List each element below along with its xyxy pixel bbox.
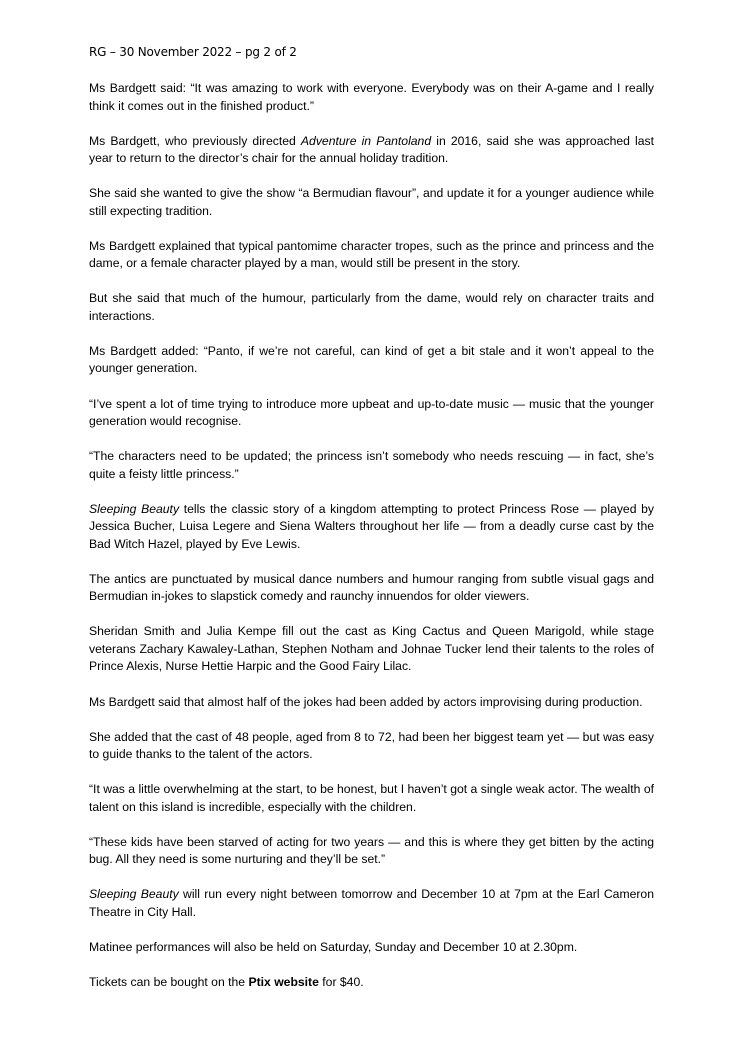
paragraph-13: She added that the cast of 48 people, aged from 8 to 72, had been her biggest team yet — but was easy to guide thanks to the talent of the actors. — [89, 729, 654, 762]
article-body — [89, 80, 654, 1009]
paragraph-6: Ms Bardgett added: “Panto, if we’re not careful, can kind of get a bit stale and it won’t appeal to the younger generation. — [89, 343, 654, 376]
paragraph-2 — [89, 133, 654, 168]
ptix-website-link[interactable]: Ptix website — [248, 975, 319, 990]
paragraph-2-rest: in 2016, said she was approached last year to return to the director’s chair for the annual holiday tradition. — [89, 133, 654, 166]
paragraph-17: Matinee performances will also be held on Saturday, Sunday and December 10 at 2.30pm. — [89, 940, 578, 954]
paragraph-4: Ms Bardgett explained that typical pantomime character tropes, such as the prince and princess and the dame, or a female character played by a man, would still be present in the story. — [89, 238, 654, 271]
paragraph-12: Ms Bardgett said that almost half of the jokes had been added by actors improvising during production. — [89, 694, 643, 709]
show-title-adventure-in-pantoland: Adventure in Pantoland — [300, 133, 432, 148]
paragraph-2-lead: Ms Bardgett, who previously directed — [89, 133, 301, 148]
paragraph-9-rest: tells the classic story of a kingdom attempting to protect Princess Rose — played by Jessica Bucher, Luisa Legere and Siena Walters throughout her life — from a deadly curse cast by the Bad Witch Hazel, played by Eve Lewis. — [89, 501, 655, 551]
show-title-sleeping-beauty-schedule: Sleeping Beauty — [89, 887, 179, 902]
paragraph-18-lead: Tickets can be bought on the — [89, 975, 249, 990]
page-header: RG – 30 November 2022 – pg 2 of 2 — [89, 45, 297, 59]
paragraph-9 — [89, 501, 654, 554]
paragraph-3: She said she wanted to give the show “a Bermudian flavour”, and update it for a younger audience while still expecting tradition. — [89, 186, 654, 218]
paragraph-16 — [89, 886, 654, 921]
paragraph-10: The antics are punctuated by musical dance numbers and humour ranging from subtle visual gags and Bermudian in-jokes to slapstick comedy and raunchy innuendos for older viewers. — [89, 571, 654, 604]
paragraph-14: “It was a little overwhelming at the start, to be honest, but I haven’t got a single weak actor. The wealth of talent on this island is incredible, especially with the children. — [89, 782, 654, 814]
paragraph-15: “These kids have been starved of acting for two years — and this is where they get bitten by the acting bug. All they need is some nurturing and they’ll be set.” — [89, 834, 654, 867]
paragraph-8: “The characters need to be updated; the princess isn’t somebody who needs rescuing — in fact, she’s quite a feisty little princess.” — [89, 449, 654, 481]
paragraph-7: “I’ve spent a lot of time trying to introduce more upbeat and up-to-date music — music that the younger generation would recognise. — [89, 396, 654, 429]
paragraph-5: But she said that much of the humour, particularly from the dame, would rely on character traits and interactions. — [89, 291, 654, 323]
paragraph-18-rest: for $40. — [318, 975, 364, 990]
paragraph-16-rest: will run every night between tomorrow and December 10 at 7pm at the Earl Cameron Theatre in City Hall. — [89, 887, 654, 919]
paragraph-11: Sheridan Smith and Julia Kempe fill out the cast as King Cactus and Queen Marigold, while stage veterans Zachary Kawaley-Lathan, Stephen Notham and Johnae Tucker lend their talents to the roles of Prince Alexis, Nurse Hettie Harpic and the Good Fairy Lilac. — [89, 624, 654, 674]
paragraph-18 — [89, 974, 654, 992]
paragraph-1: Ms Bardgett said: “It was amazing to work with everyone. Everybody was on their A-game and I really think it comes out in the finished product.” — [89, 81, 654, 113]
show-title-sleeping-beauty: Sleeping Beauty — [89, 501, 180, 516]
